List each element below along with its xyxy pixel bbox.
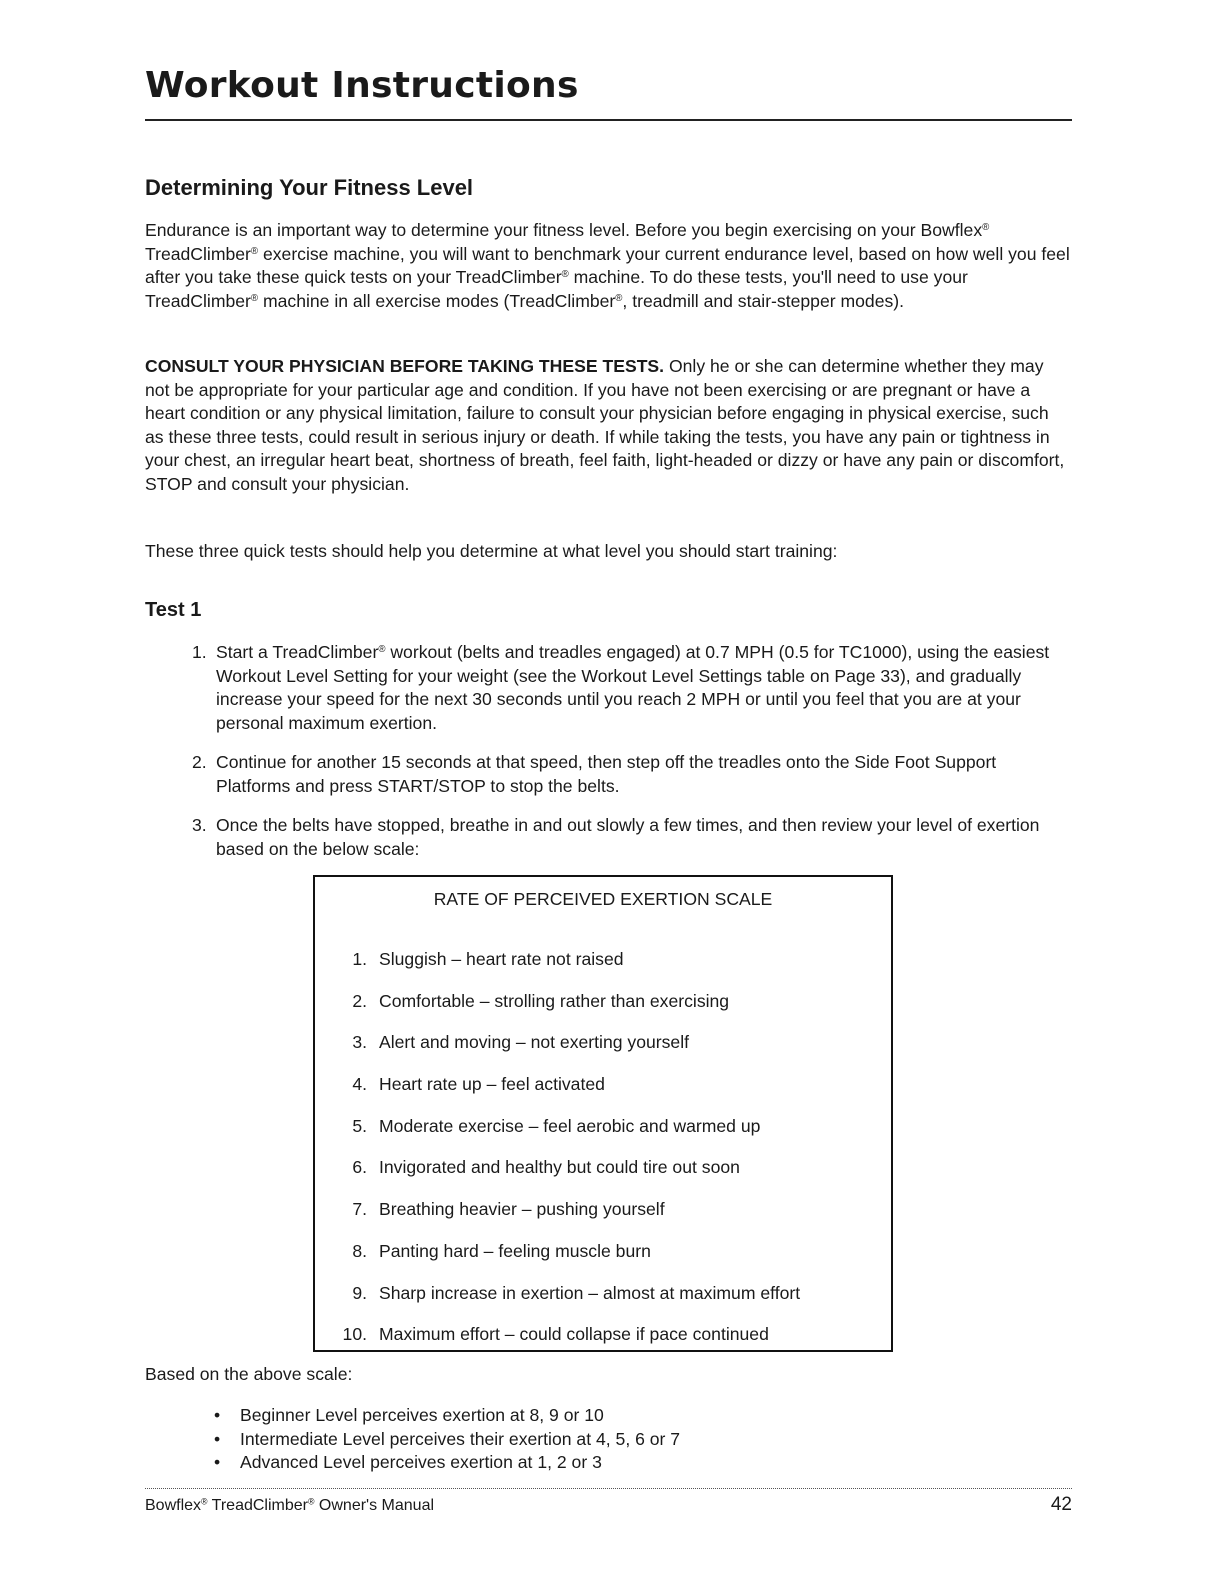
page-title: Workout Instructions (145, 65, 579, 106)
test-step (145, 751, 1070, 798)
scale-item (337, 1322, 800, 1364)
level-item (214, 1404, 680, 1428)
test-title: Test 1 (145, 599, 202, 621)
scale-number: 2. (352, 990, 367, 1011)
scale-title: RATE OF PERCEIVED EXERTION SCALE (433, 889, 773, 909)
scale-number: 6. (352, 1157, 367, 1178)
title-divider (145, 119, 1072, 121)
step-text: Once the belts have stopped, breathe in and out slowly a few times, and then review your level of exertion based on the below scale: (216, 815, 1040, 859)
scale-item (337, 989, 800, 1031)
scale-text: Comfortable – strolling rather than exercising (379, 990, 730, 1011)
section-title: Determining Your Fitness Level (145, 175, 474, 200)
scale-number: 1. (352, 949, 367, 969)
scale-list (337, 947, 800, 1364)
scale-item (337, 1114, 800, 1156)
test-step (145, 814, 1070, 861)
scale-item (337, 1072, 800, 1114)
test-steps (145, 641, 1070, 861)
based-on-label: Based on the above scale: (145, 1364, 353, 1384)
scale-number: 3. (352, 1032, 367, 1053)
level-item (214, 1428, 680, 1452)
scale-text: Moderate exercise – feel aerobic and warmed up (379, 1115, 761, 1136)
intro-paragraph: Endurance is an important way to determine your fitness level. Before you begin exercising on your Bowflex® TreadClimber® exercise machine, you will want to benchmark your current endurance level, based on how well you feel after you take these quick tests on your TreadClimber® machine. To do these tests, you'll need to use your TreadClimber® machine in all exercise modes (TreadClimber®, treadmill and stair-stepper modes). (145, 220, 1070, 311)
scale-item (337, 1030, 800, 1072)
footer-divider (145, 1488, 1072, 1489)
level-list (214, 1404, 680, 1475)
scale-text: Alert and moving – not exerting yourself (379, 1032, 690, 1053)
scale-text: Heart rate up – feel activated (379, 1074, 605, 1095)
test-step (145, 641, 1070, 735)
scale-text: Breathing heavier – pushing yourself (379, 1199, 665, 1220)
scale-number: 9. (352, 1282, 367, 1303)
level-text: Intermediate Level perceives their exertion at 4, 5, 6 or 7 (240, 1428, 681, 1449)
scale-item (337, 947, 800, 989)
scale-item (337, 1197, 800, 1239)
scale-number: 10. (342, 1324, 367, 1345)
warning-lead: CONSULT YOUR PHYSICIAN BEFORE TAKING THESE TESTS. (145, 356, 665, 376)
step-number: 2. (192, 752, 207, 772)
step-text: Start a TreadClimber® workout (belts and treadles engaged) at 0.7 MPH (0.5 for TC1000), using the easiest Workout Level Setting for your weight (see the Workout Level Settings table on Page 33), and gradually increase your speed for the next 30 seconds until you reach 2 MPH or until you feel that you are at your personal maximum exertion. (216, 642, 1050, 733)
step-number: 3. (192, 815, 207, 835)
step-text: Continue for another 15 seconds at that speed, then step off the treadles onto the Side Foot Support Platforms and press START/STOP to stop the belts. (216, 752, 997, 796)
scale-item (337, 1155, 800, 1197)
footer-manual-name: Bowflex® TreadClimber® Owner's Manual (145, 1496, 435, 1514)
scale-number: 8. (352, 1240, 367, 1261)
level-item (214, 1451, 680, 1475)
level-text: Advanced Level perceives exertion at 1, 2 or 3 (240, 1452, 602, 1473)
scale-item (337, 1239, 800, 1281)
scale-text: Sluggish – heart rate not raised (379, 949, 624, 969)
step-number: 1. (192, 642, 207, 662)
scale-number: 5. (352, 1115, 367, 1136)
scale-number: 4. (352, 1074, 367, 1095)
page-number: 42 (1050, 1494, 1072, 1515)
bullet-icon: • (214, 1452, 221, 1473)
scale-text: Maximum effort – could collapse if pace continued (379, 1324, 769, 1345)
warning-paragraph (145, 355, 1070, 496)
scale-text: Panting hard – feeling muscle burn (379, 1240, 651, 1261)
warning-text: Only he or she can determine whether they may not be appropriate for your particular age and condition. If you have not been exercising or are pregnant or have a heart condition or any physical limitation, failure to consult your physician before engaging in physical exercise, such as these three tests, could result in serious injury or death. If while taking the tests, you have any pain or tightness in your chest, an irregular heart beat, shortness of breath, feel faith, light-headed or dizzy or have any pain or discomfort, STOP and consult your physician. (145, 356, 1065, 494)
scale-text: Invigorated and healthy but could tire out soon (379, 1157, 740, 1178)
scale-number: 7. (352, 1199, 367, 1220)
exertion-scale-box (313, 875, 893, 1352)
level-text: Beginner Level perceives exertion at 8, 9 or 10 (240, 1405, 604, 1425)
scale-item (337, 1281, 800, 1323)
bullet-icon: • (214, 1428, 221, 1449)
tests-intro: These three quick tests should help you determine at what level you should start training: (145, 541, 838, 561)
bullet-icon: • (214, 1405, 221, 1425)
scale-text: Sharp increase in exertion – almost at maximum effort (379, 1282, 801, 1303)
